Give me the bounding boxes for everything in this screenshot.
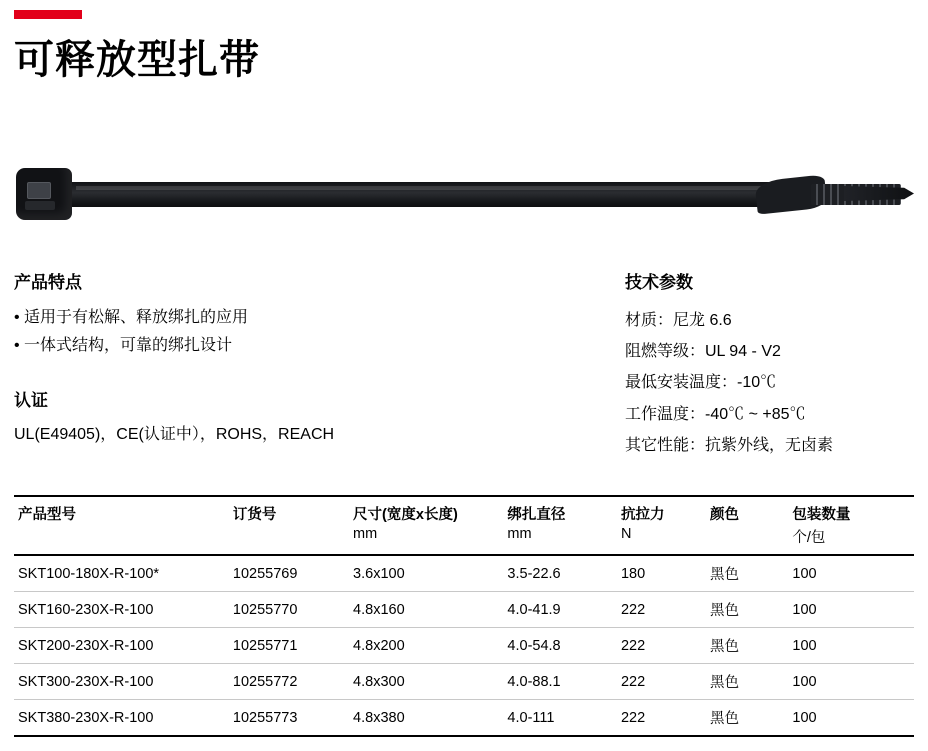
product-table <box>14 495 914 737</box>
accent-bar <box>14 10 82 19</box>
column-unit-bundle-dia: mm <box>503 526 617 555</box>
column-header-tensile: 抗拉力 <box>617 496 706 526</box>
cell-color: 黑色 <box>706 664 788 700</box>
column-unit-order-no <box>229 526 349 555</box>
table-units-row <box>14 526 914 555</box>
cell-tensile: 222 <box>617 628 706 664</box>
cell-bundle-dia: 4.0-41.9 <box>503 592 617 628</box>
cell-model: SKT380-230X-R-100 <box>14 700 229 737</box>
page-title: 可释放型扎带 <box>14 38 260 82</box>
cell-order-no: 10255772 <box>229 664 349 700</box>
column-header-model: 产品型号 <box>14 496 229 526</box>
features-heading: 产品特点 <box>14 273 82 292</box>
cell-tensile: 222 <box>617 700 706 737</box>
cell-bundle-dia: 4.0-54.8 <box>503 628 617 664</box>
table-body <box>14 555 914 736</box>
table-head <box>14 496 914 555</box>
cell-pack-qty: 100 <box>788 628 914 664</box>
cell-size: 3.6x100 <box>349 555 503 592</box>
table-row <box>14 555 914 592</box>
cell-size: 4.8x300 <box>349 664 503 700</box>
column-header-order-no: 订货号 <box>229 496 349 526</box>
cell-order-no: 10255769 <box>229 555 349 592</box>
cell-color: 黑色 <box>706 700 788 737</box>
cell-color: 黑色 <box>706 555 788 592</box>
column-unit-size: mm <box>349 526 503 555</box>
cell-tensile: 222 <box>617 664 706 700</box>
cell-size: 4.8x200 <box>349 628 503 664</box>
cell-color: 黑色 <box>706 628 788 664</box>
tech-params-heading: 技术参数 <box>625 273 693 292</box>
cell-pack-qty: 100 <box>788 592 914 628</box>
cell-bundle-dia: 4.0-88.1 <box>503 664 617 700</box>
cable-tie-strap-highlight <box>76 186 776 190</box>
tech-param-item: 最低安装温度：-10℃ <box>625 374 777 392</box>
cell-tensile: 222 <box>617 592 706 628</box>
cell-bundle-dia: 3.5-22.6 <box>503 555 617 592</box>
column-unit-tensile: N <box>617 526 706 555</box>
cable-tie-release-lever <box>25 201 55 210</box>
column-header-bundle-dia: 绑扎直径 <box>503 496 617 526</box>
cable-tie-tip <box>844 186 914 201</box>
product-table-wrapper <box>14 495 914 737</box>
cell-pack-qty: 100 <box>788 555 914 592</box>
cell-pack-qty: 100 <box>788 664 914 700</box>
certification-text: UL(E49405)，CE(认证中），ROHS，REACH <box>14 426 335 444</box>
cell-tensile: 180 <box>617 555 706 592</box>
tech-params-column <box>625 268 925 461</box>
table-row <box>14 664 914 700</box>
cell-model: SKT200-230X-R-100 <box>14 628 229 664</box>
cell-model: SKT100-180X-R-100* <box>14 555 229 592</box>
table-row <box>14 700 914 737</box>
column-unit-model <box>14 526 229 555</box>
cable-tie-head <box>16 168 72 220</box>
features-column <box>14 268 594 447</box>
table-row <box>14 628 914 664</box>
column-unit-color <box>706 526 788 555</box>
feature-item: • 一体式结构，可靠的绑扎设计 <box>14 336 233 354</box>
cell-pack-qty: 100 <box>788 700 914 737</box>
feature-item: • 适用于有松解、释放绑扎的应用 <box>14 309 249 326</box>
cell-order-no: 10255773 <box>229 700 349 737</box>
certification-heading: 认证 <box>14 391 48 411</box>
cell-color: 黑色 <box>706 592 788 628</box>
tech-param-item: 工作温度：-40℃ ~ +85℃ <box>625 405 806 423</box>
product-image-cable-tie <box>16 158 916 230</box>
column-header-color: 颜色 <box>706 496 788 526</box>
column-unit-pack-qty: 个/包 <box>788 526 914 555</box>
cell-order-no: 10255770 <box>229 592 349 628</box>
cable-tie-illustration <box>16 158 916 230</box>
cell-order-no: 10255771 <box>229 628 349 664</box>
column-header-pack-qty: 包装数量 <box>788 496 914 526</box>
column-header-size: 尺寸(宽度x长度) <box>349 496 503 526</box>
cell-model: SKT160-230X-R-100 <box>14 592 229 628</box>
cell-bundle-dia: 4.0-111 <box>503 700 617 737</box>
cell-size: 4.8x160 <box>349 592 503 628</box>
cell-model: SKT300-230X-R-100 <box>14 664 229 700</box>
table-row <box>14 592 914 628</box>
cable-tie-head-slot <box>27 182 51 199</box>
tech-param-item: 其它性能：抗紫外线，无卤素 <box>625 436 834 454</box>
tech-param-item: 阻燃等级：UL 94 - V2 <box>625 343 781 361</box>
table-header-row <box>14 496 914 526</box>
cell-size: 4.8x380 <box>349 700 503 737</box>
tech-param-item: 材质：尼龙 6.6 <box>625 312 732 329</box>
